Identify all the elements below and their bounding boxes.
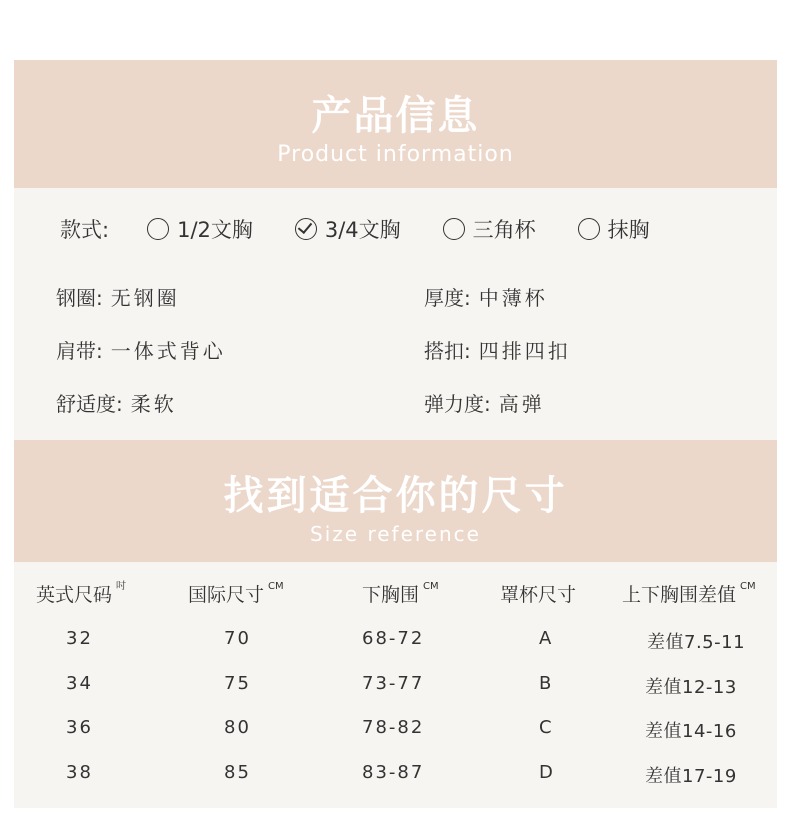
style-label: 款式: bbox=[60, 218, 110, 242]
attr-value: 高弹 bbox=[498, 392, 545, 416]
style-option-label: 3/4文胸 bbox=[324, 218, 401, 242]
style-option-three-quarter-cup bbox=[295, 214, 401, 244]
table-cell: C bbox=[539, 717, 554, 738]
section-title: 找到适合你的尺寸 bbox=[223, 473, 568, 519]
table-cell: 83-87 bbox=[362, 762, 425, 783]
product-info-banner bbox=[14, 60, 777, 188]
attr-value: 一体式背心 bbox=[110, 339, 226, 363]
table-cell: 80 bbox=[224, 717, 251, 738]
table-cell: 78-82 bbox=[362, 717, 425, 738]
header-label: 下胸围 bbox=[362, 584, 420, 606]
header-unit: CM bbox=[740, 581, 756, 592]
table-cell: 32 bbox=[66, 628, 93, 649]
attr-strap bbox=[56, 335, 226, 364]
attr-value: 中薄杯 bbox=[478, 286, 548, 310]
table-cell: 差值7.5-11 bbox=[647, 632, 746, 653]
table-cell: D bbox=[539, 762, 555, 783]
table-cell: 差值12-13 bbox=[645, 677, 737, 698]
table-cell: 36 bbox=[66, 717, 93, 738]
header-label: 国际尺寸 bbox=[188, 584, 265, 606]
table-cell: B bbox=[539, 673, 554, 694]
style-option-half-cup bbox=[147, 214, 253, 244]
radio-circle-icon bbox=[147, 218, 169, 240]
table-cell: 34 bbox=[66, 673, 93, 694]
table-cell: 差值17-19 bbox=[645, 766, 737, 787]
attr-label: 弹力度: bbox=[424, 392, 491, 416]
attr-thickness bbox=[424, 282, 548, 311]
table-header-cup-size bbox=[500, 580, 576, 607]
product-info-card bbox=[14, 60, 777, 808]
header-label: 罩杯尺寸 bbox=[500, 584, 577, 606]
table-header-intl-size bbox=[188, 580, 284, 607]
radio-circle-icon bbox=[443, 218, 465, 240]
table-cell: 68-72 bbox=[362, 628, 425, 649]
attr-value: 柔软 bbox=[130, 392, 177, 416]
attr-label: 舒适度: bbox=[56, 392, 123, 416]
header-unit: CM bbox=[423, 581, 439, 592]
section-subtitle: Product information bbox=[277, 142, 514, 167]
section-subtitle: Size reference bbox=[310, 522, 481, 546]
table-header-uk-size bbox=[36, 580, 126, 607]
attr-clasp bbox=[424, 335, 571, 364]
table-cell: 75 bbox=[224, 673, 251, 694]
section-title: 产品信息 bbox=[311, 93, 480, 139]
attr-underwire bbox=[56, 282, 180, 311]
style-option-label: 三角杯 bbox=[472, 218, 536, 242]
style-option-label: 1/2文胸 bbox=[177, 218, 253, 242]
style-option-label: 抹胸 bbox=[607, 218, 650, 242]
table-header-bust-difference bbox=[622, 580, 756, 607]
attr-label: 厚度: bbox=[424, 286, 471, 310]
attr-label: 肩带: bbox=[56, 339, 103, 363]
style-option-triangle-cup bbox=[443, 214, 536, 244]
attr-label: 搭扣: bbox=[424, 339, 471, 363]
table-cell: 73-77 bbox=[362, 673, 425, 694]
header-unit: 吋 bbox=[116, 581, 127, 592]
radio-circle-icon bbox=[578, 218, 600, 240]
table-header-underbust bbox=[362, 580, 439, 607]
radio-checked-icon bbox=[295, 218, 317, 240]
header-label: 英式尺码 bbox=[36, 584, 113, 606]
style-option-tube bbox=[578, 214, 650, 244]
table-cell: 差值14-16 bbox=[645, 721, 737, 742]
size-reference-banner bbox=[14, 440, 777, 562]
attr-label: 钢圈: bbox=[56, 286, 103, 310]
table-cell: 38 bbox=[66, 762, 93, 783]
style-options bbox=[60, 214, 692, 244]
table-cell: 85 bbox=[224, 762, 251, 783]
header-unit: CM bbox=[268, 581, 284, 592]
attr-comfort bbox=[56, 388, 177, 417]
table-cell: 70 bbox=[224, 628, 251, 649]
attr-value: 四排四扣 bbox=[478, 339, 571, 363]
attr-value: 无钢圈 bbox=[110, 286, 180, 310]
table-cell: A bbox=[539, 628, 554, 649]
attr-elasticity bbox=[424, 388, 545, 417]
header-label: 上下胸围差值 bbox=[622, 584, 737, 606]
